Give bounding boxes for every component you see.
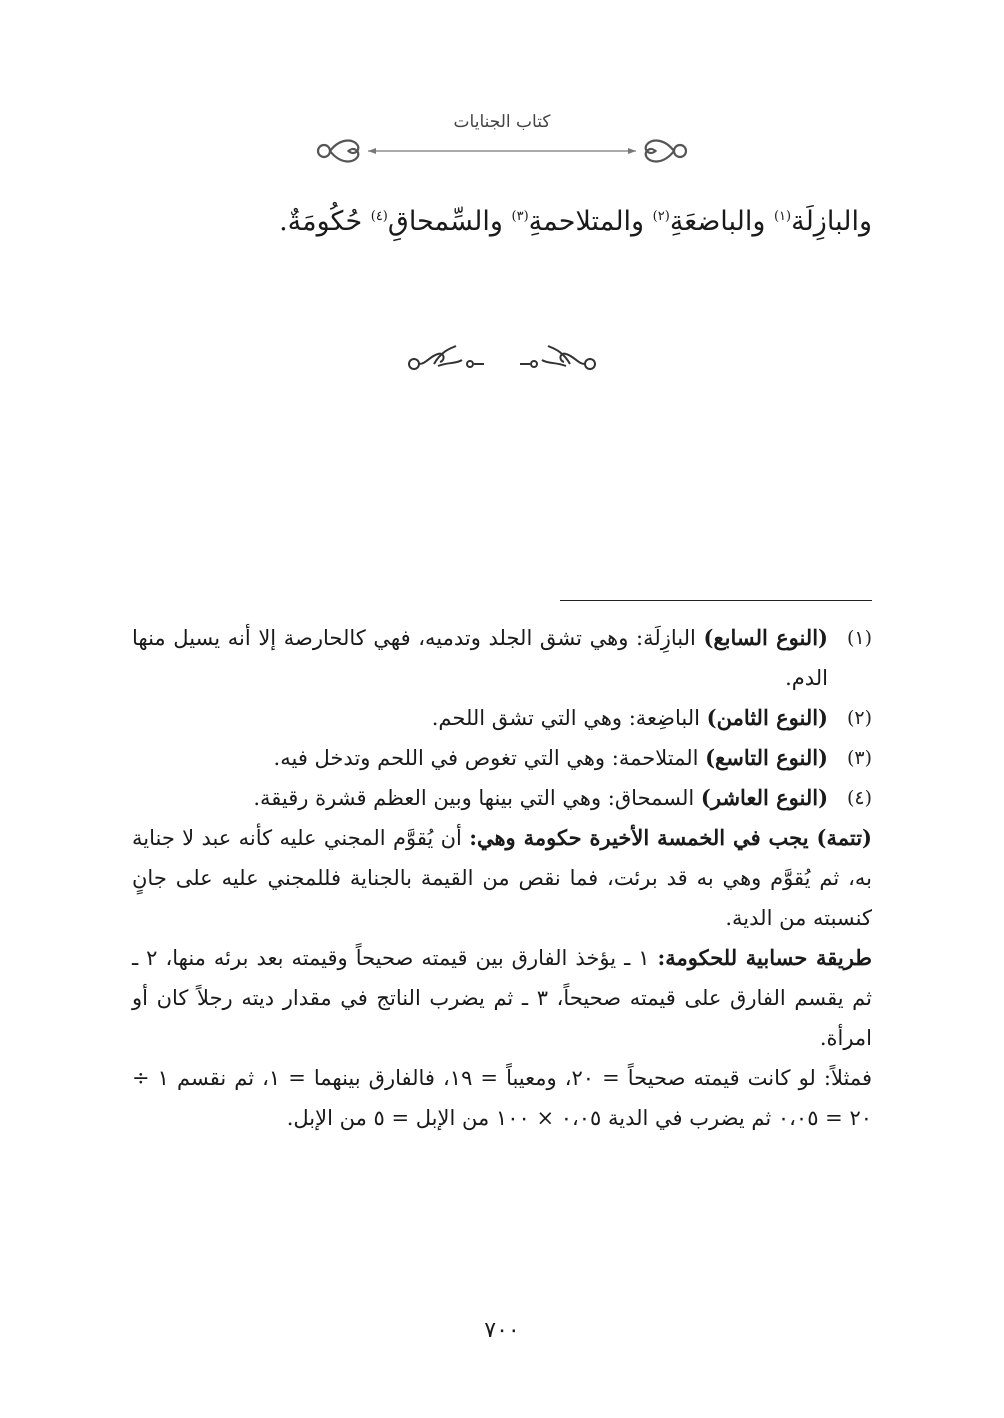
- note-paragraph: [132, 938, 872, 1058]
- paragraph-heading: (تتمة) يجب في الخمسة الأخيرة حكومة وهي:: [469, 825, 872, 850]
- footnote-body: السمحاق: وهي التي بينها وبين العظم قشرة رقيقة.: [253, 786, 701, 810]
- footnote-number: (١): [846, 627, 872, 649]
- main-word: والباضعَةِ: [669, 206, 774, 237]
- footnote-ref[interactable]: (٣): [511, 209, 529, 224]
- footnote-text: [132, 738, 828, 778]
- paragraph-body: أن يُقوَّم المجني عليه كأنه عبد لا جناية به، ثم يُقوَّم وهي به قد برئت، فما نقص من القيمة بالجناية فللمجني عليه على جانٍ كنسبته من الدية.: [132, 826, 872, 930]
- footnote-item: [132, 698, 872, 738]
- main-word: حُكُومَةٌ.: [279, 206, 371, 237]
- footnote-heading: (النوع العاشر): [700, 785, 828, 810]
- note-paragraph: [132, 1058, 872, 1138]
- main-text-line: [130, 200, 872, 244]
- footnote-item: [132, 618, 872, 698]
- paragraph-heading: طريقة حسابية للحكومة:: [657, 945, 873, 970]
- footnote-heading: (النوع التاسع): [705, 745, 828, 770]
- footnote-item: [132, 738, 872, 778]
- paragraph-body: فمثلاً: لو كانت قيمته صحيحاً = ٢٠، ومعيباً = ١٩، فالفارق بينهما = ١، ثم نقسم ١ ÷ ٢٠ = ٠،٠٥ ثم يضرب في الدية ٠،٠٥ × ١٠٠ من الإبل = ٥ من الإبل.: [132, 1066, 873, 1130]
- footnote-body: الباضِعة: وهي التي تشق اللحم.: [431, 706, 707, 730]
- footnote-item: [132, 778, 872, 818]
- footnote-number: (٣): [846, 747, 872, 769]
- page-number: ٧٠٠: [484, 1318, 520, 1343]
- running-header-title: كتاب الجنايات: [453, 112, 551, 132]
- header-ornament-rule: [310, 134, 694, 168]
- footnote-separator: [560, 600, 872, 601]
- footnote-heading: (النوع الثامن): [706, 705, 828, 730]
- footnote-number: (٢): [846, 707, 872, 729]
- footnote-ref[interactable]: (١): [773, 209, 792, 224]
- footnotes-block: [132, 618, 872, 1138]
- footnote-body: البازِلَة: وهي تشق الجلد وتدميه، فهي كالحارصة إلا أنه يسيل منها الدم.: [132, 626, 828, 690]
- footnote-ref[interactable]: (٤): [370, 209, 388, 224]
- section-end-ornament: [404, 342, 600, 382]
- footnote-ref[interactable]: (٢): [652, 209, 670, 224]
- note-paragraph: [132, 818, 872, 938]
- footnote-text: [132, 778, 828, 818]
- paragraph-body: ١ ـ يؤخذ الفارق بين قيمته صحيحاً وقيمته بعد برئه منها، ٢ ـ ثم يقسم الفارق على قيمته صحيحاً، ٣ ـ ثم يضرب الناتج في مقدار ديته رجلاً كان أو امرأة.: [132, 946, 872, 1050]
- main-word: والمتلاحمةِ: [528, 206, 653, 237]
- footnote-body: المتلاحمة: وهي التي تغوص في اللحم وتدخل فيه.: [273, 746, 706, 770]
- main-word: والبازِلَة: [791, 206, 872, 237]
- footnote-text: [132, 698, 828, 738]
- footnote-heading: (النوع السابع): [703, 625, 828, 650]
- main-word: والسِّمحاقِ: [387, 206, 512, 237]
- footnote-number: (٤): [846, 787, 872, 809]
- footnote-text: [132, 618, 828, 698]
